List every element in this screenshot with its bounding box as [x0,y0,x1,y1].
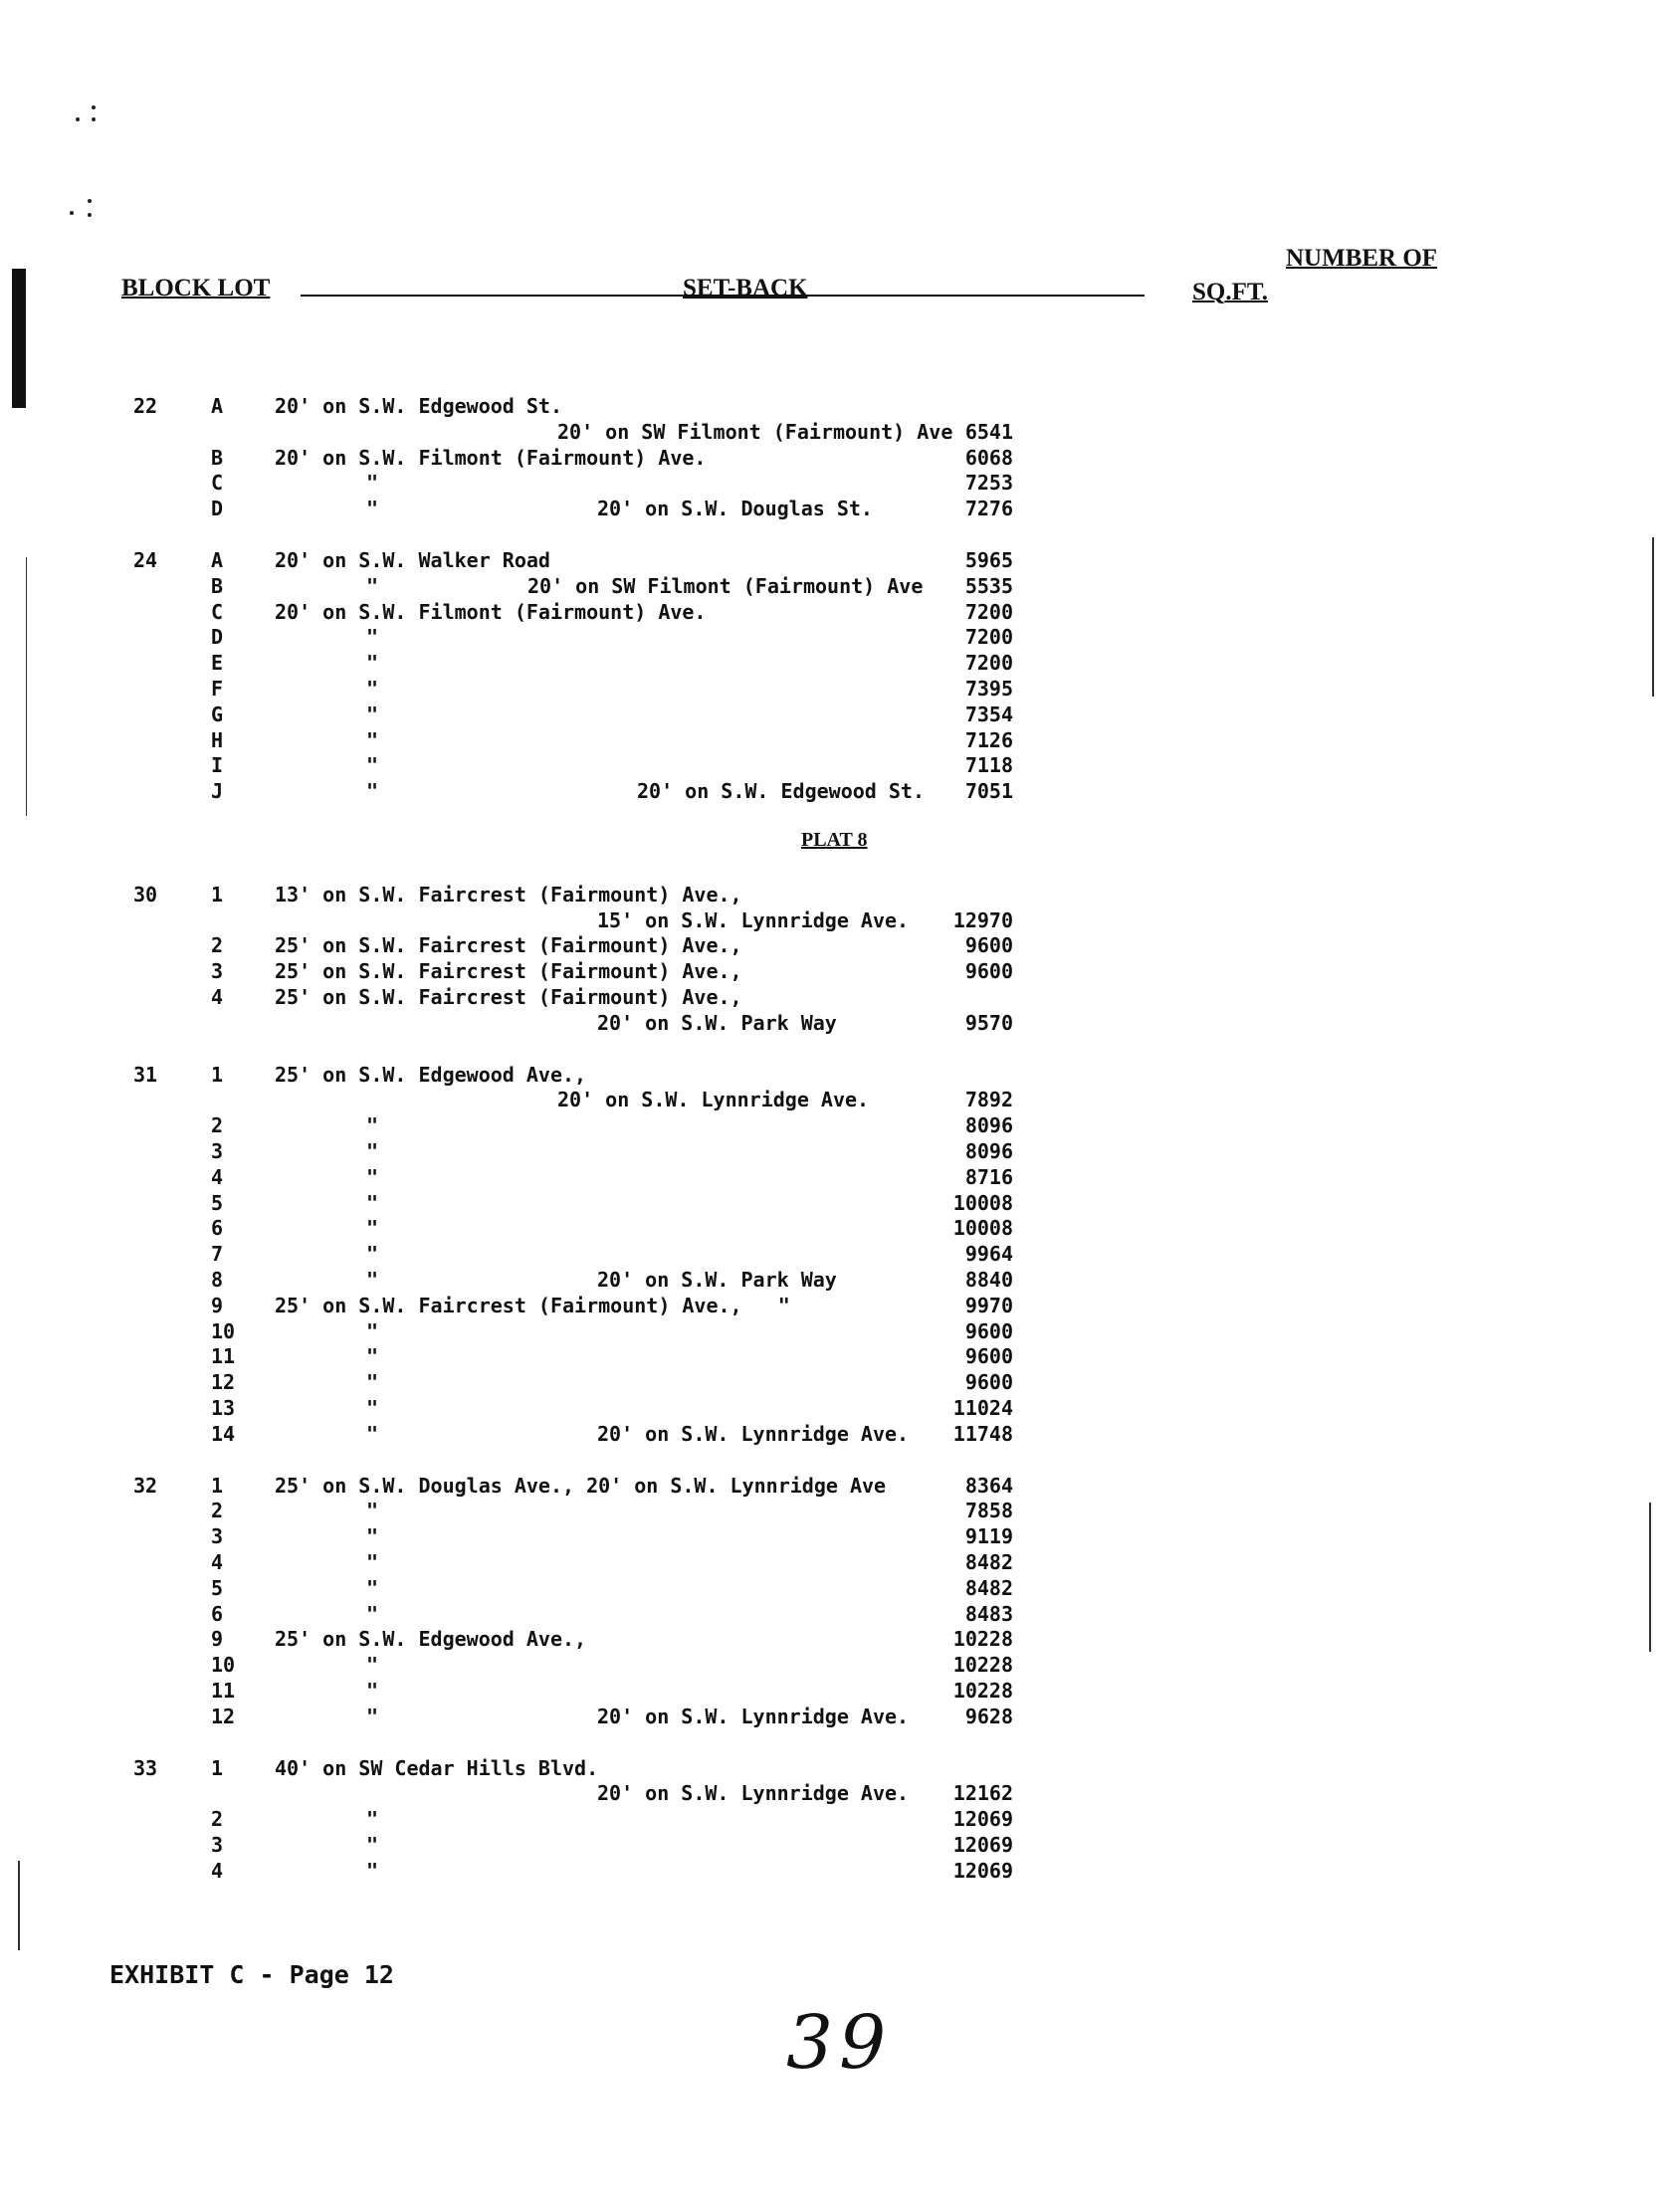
lot-id: 11 [211,1344,236,1369]
header-number-of: NUMBER OF [1286,245,1438,272]
lot-id: 9 [211,1293,224,1317]
ditto-mark: " [366,1421,379,1446]
lot-id: 4 [211,1164,224,1189]
lot-id: G [211,702,224,726]
lot-id: 2 [211,933,224,958]
handwritten-page-number: 39 [786,2000,893,2086]
sqft-value: 9970 [964,1293,1013,1317]
setback-text: 25' on S.W. Edgewood Ave., [275,1627,587,1652]
lot-id: D [211,625,224,650]
lot-id: 6 [211,1601,224,1626]
ditto-mark: " [366,1344,379,1369]
ditto-mark: " [366,573,379,598]
ditto-mark: " [366,1858,379,1883]
lot-id: 9 [211,1627,224,1652]
header-setback: SET-BACK [683,275,808,302]
lot-id: 5 [211,1190,224,1215]
sqft-value: 7200 [964,599,1013,624]
ditto-mark: " [366,1370,379,1395]
ditto-mark: " [366,677,379,701]
lot-id: 1 [211,1473,224,1498]
sqft-value: 5965 [964,548,1013,572]
block-number: 33 [133,1755,158,1780]
lot-id: H [211,727,224,752]
ditto-mark: " [366,727,379,752]
ditto-mark: " [366,1704,379,1728]
lot-id: 1 [211,882,224,906]
sqft-value: 9628 [964,1704,1013,1728]
setback-text: 25' on S.W. Faircrest (Fairmount) Ave., [275,985,742,1009]
lot-id: 13 [211,1396,236,1420]
lot-id: 4 [211,985,224,1009]
sqft-value: 9600 [964,959,1013,984]
sqft-value: 11024 [952,1396,1013,1420]
lot-id: 3 [211,1139,224,1163]
setback-secondary: 20' on SW Filmont (Fairmount) Ave [527,573,924,598]
sqft-value: 9600 [964,1370,1013,1395]
sqft-value: 12069 [952,1807,1013,1832]
ditto-mark: " [366,1575,379,1600]
lot-id: 2 [211,1807,224,1832]
sqft-value: 9600 [964,1318,1013,1343]
sqft-value: 8840 [964,1268,1013,1292]
lot-id: 12 [211,1370,236,1395]
setback-text: 20' on S.W. Lynnridge Ave. [557,1088,870,1112]
sqft-value: 12069 [952,1833,1013,1857]
setback-text: 25' on S.W. Faircrest (Fairmount) Ave., [275,959,742,984]
sqft-value: 7126 [964,727,1013,752]
ditto-mark: " [366,1524,379,1549]
ditto-mark: " [366,471,379,496]
lot-id: I [211,753,224,778]
ditto-mark: " [366,1216,379,1241]
setback-text: 20' on S.W. Filmont (Fairmount) Ave. [275,599,707,624]
setback-text: 20' on S.W. Park Way [597,1010,837,1035]
ditto-mark: " [366,1601,379,1626]
sqft-value: 10228 [952,1679,1013,1703]
sqft-value: 7118 [964,753,1013,778]
ditto-mark: " [366,1242,379,1267]
sqft-value: 7253 [964,471,1013,496]
sqft-value: 8364 [964,1473,1013,1498]
setback-text: 20' on S.W. Lynnridge Ave. [597,1781,910,1806]
lot-id: 4 [211,1550,224,1574]
ditto-mark: " [366,1190,379,1215]
lot-id: 3 [211,1524,224,1549]
sqft-value: 12970 [952,907,1013,932]
block-number: 22 [133,394,158,418]
sqft-value: 6541 [964,419,1013,444]
sqft-value: 7892 [964,1088,1013,1112]
lot-id: B [211,445,224,470]
ditto-mark: " [366,1499,379,1523]
sqft-value: 6068 [964,445,1013,470]
setback-text: 13' on S.W. Faircrest (Fairmount) Ave., [275,882,742,906]
lot-id: 1 [211,1062,224,1087]
ditto-mark: " [366,1113,379,1138]
lot-id: E [211,651,224,676]
sqft-value: 12162 [952,1781,1013,1806]
setback-text: 15' on S.W. Lynnridge Ave. [597,907,910,932]
sqft-value: 10228 [952,1653,1013,1678]
setback-text: 20' on S.W. Filmont (Fairmount) Ave. [275,445,707,470]
lot-id: 10 [211,1653,236,1678]
lot-id: 2 [211,1113,224,1138]
sqft-value: 9964 [964,1242,1013,1267]
lot-id: 7 [211,1242,224,1267]
ditto-mark: " [366,1164,379,1189]
lot-id: C [211,599,224,624]
setback-secondary: 20' on S.W. Edgewood St. [637,779,925,804]
ditto-mark: " [366,1318,379,1343]
sqft-value: 12069 [952,1858,1013,1883]
ditto-mark: " [366,1807,379,1832]
lot-id: 8 [211,1268,224,1292]
ditto-mark: " [366,1396,379,1420]
sqft-value: 10008 [952,1190,1013,1215]
exhibit-footer: EXHIBIT C - Page 12 [109,1960,394,1989]
lot-id: F [211,677,224,701]
sqft-value: 9600 [964,1344,1013,1369]
sqft-value: 10228 [952,1627,1013,1652]
sqft-value: 9600 [964,933,1013,958]
sqft-value: 8096 [964,1113,1013,1138]
lot-id: 2 [211,1499,224,1523]
block-number: 30 [133,882,158,906]
lot-id: 5 [211,1575,224,1600]
sqft-value: 8096 [964,1139,1013,1163]
lot-id: 12 [211,1704,236,1728]
header-sq-ft: SQ.FT. [1192,279,1268,305]
lot-id: 10 [211,1318,236,1343]
lot-id: 4 [211,1858,224,1883]
sqft-value: 9119 [964,1524,1013,1549]
sqft-value: 8483 [964,1601,1013,1626]
ditto-mark: " [366,1139,379,1163]
sqft-value: 7354 [964,702,1013,726]
sqft-value: 7200 [964,651,1013,676]
ditto-mark: " [366,753,379,778]
setback-secondary: 20' on S.W. Lynnridge Ave. [597,1421,910,1446]
lot-id: 14 [211,1421,236,1446]
ditto-mark: " [366,625,379,650]
ditto-mark: " [366,497,379,521]
setback-text: 40' on SW Cedar Hills Blvd. [275,1755,599,1780]
setback-text: 25' on S.W. Douglas Ave., 20' on S.W. Lynnridge Ave [275,1473,887,1498]
setback-secondary: 20' on S.W. Douglas St. [597,497,873,521]
lot-id: C [211,471,224,496]
setback-text: 25' on S.W. Edgewood Ave., [275,1062,587,1087]
setback-secondary: 20' on S.W. Lynnridge Ave. [597,1704,910,1728]
ditto-mark: " [366,651,379,676]
sqft-value: 8716 [964,1164,1013,1189]
sqft-value: 5535 [964,573,1013,598]
ditto-mark: " [366,702,379,726]
sqft-value: 7395 [964,677,1013,701]
lot-id: 1 [211,1755,224,1780]
sqft-value: 7858 [964,1499,1013,1523]
sqft-value: 11748 [952,1421,1013,1446]
setback-text: 25' on S.W. Faircrest (Fairmount) Ave., " [275,1293,790,1317]
ditto-mark: " [366,1833,379,1857]
lot-id: B [211,573,224,598]
sqft-value: 9570 [964,1010,1013,1035]
sqft-value: 7051 [964,779,1013,804]
ditto-mark: " [366,779,379,804]
lot-id: J [211,779,224,804]
lot-id: 3 [211,1833,224,1857]
lot-id: 11 [211,1679,236,1703]
sqft-value: 7276 [964,497,1013,521]
block-number: 24 [133,548,158,572]
ditto-mark: " [366,1268,379,1292]
sqft-value: 10008 [952,1216,1013,1241]
setback-text: 20' on S.W. Edgewood St. [275,394,562,418]
block-number: 31 [133,1062,158,1087]
plat-heading: PLAT 8 [801,829,868,851]
lot-id: D [211,497,224,521]
header-block-lot: BLOCK LOT [121,275,271,302]
lot-id: 3 [211,959,224,984]
lot-id: A [211,548,224,572]
setback-text: 25' on S.W. Faircrest (Fairmount) Ave., [275,933,742,958]
ditto-mark: " [366,1653,379,1678]
ditto-mark: " [366,1550,379,1574]
lot-id: A [211,394,224,418]
block-number: 32 [133,1473,158,1498]
lot-id: 6 [211,1216,224,1241]
ditto-mark: " [366,1679,379,1703]
setback-secondary: 20' on S.W. Park Way [597,1268,837,1292]
setback-text: 20' on SW Filmont (Fairmount) Ave [557,419,953,444]
setback-text: 20' on S.W. Walker Road [275,548,550,572]
sqft-value: 8482 [964,1575,1013,1600]
sqft-value: 7200 [964,625,1013,650]
sqft-value: 8482 [964,1550,1013,1574]
